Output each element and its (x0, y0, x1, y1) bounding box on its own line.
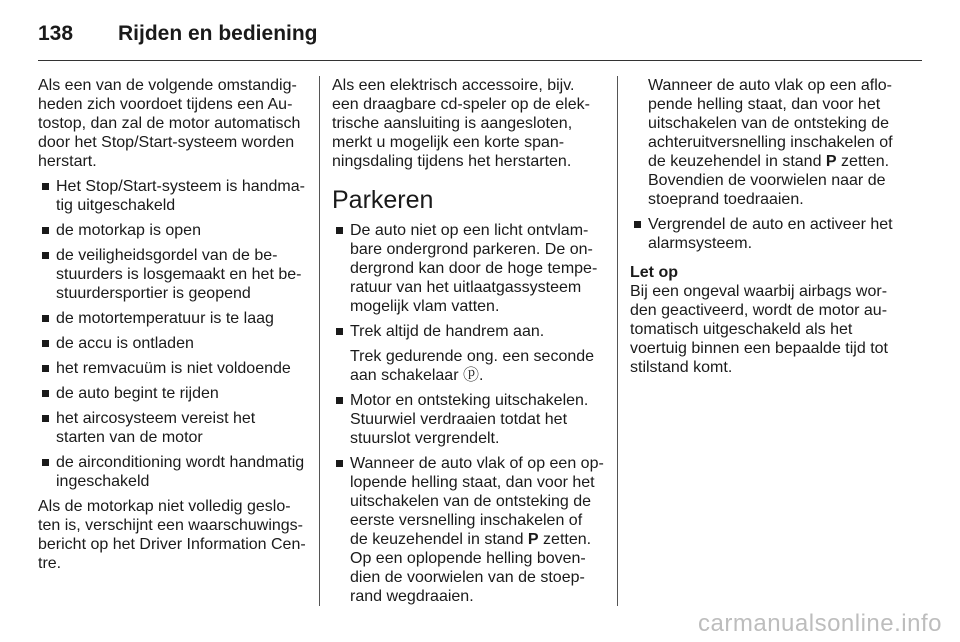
bullet-square-icon (634, 221, 641, 228)
bullet-square-icon (336, 328, 343, 335)
bullet-square-icon (42, 459, 49, 466)
list-item: de motortemperatuur is te laag (38, 309, 306, 328)
bullet-square-icon (42, 227, 49, 234)
accessory-paragraph: Als een elektrisch accessoire, bijv. een draagbare cd-speler op de elek-trische aansluiting is aangesloten, merkt u mogelijk een korte span-ningsdaling tijdens het herstarten. (332, 77, 590, 170)
column-1 (38, 76, 306, 579)
list-item: Motor en ontsteking uitschakelen. Stuurwiel verdraaien totdat het stuurslot vergrendelt. (332, 391, 604, 448)
list-item: Het Stop/Start-systeem is handma-tig uitgeschakeld (38, 177, 306, 215)
column-divider-1 (319, 76, 320, 606)
list-item: de motorkap is open (38, 221, 306, 240)
list-item: de veiligheidsgordel van de be-stuurders is losgemaakt en het be-stuurdersportier is geopend (38, 246, 306, 303)
bullet-square-icon (42, 365, 49, 372)
page-header (38, 16, 318, 52)
outro-paragraph: Als de motorkap niet volledig geslo-ten is, verschijnt een waarschuwings-bericht op het Driver Information Cen-tre. (38, 498, 306, 572)
list-item: De auto niet op een licht ontvlam-bare ondergrond parkeren. De on-dergrond kan door de hoge tempe-ratuur van het uitlaatgassysteem mogelijk vlam vatten. (332, 221, 604, 316)
column-3 (630, 76, 902, 383)
watermark: carmanualsonline.info (698, 610, 942, 637)
column-divider-2 (617, 76, 618, 606)
note-text: Bij een ongeval waarbij airbags wor-den geactiveerd, wordt de motor au-tomatisch uitgeschakeld als het voertuig binnen een bepaalde tijd tot stilstand komt. (630, 283, 888, 376)
list-item: de airconditioning wordt handmatig ingeschakeld (38, 453, 306, 491)
list-item: de auto begint te rijden (38, 384, 306, 403)
page-number: 138 (38, 22, 74, 45)
chapter-title: Rijden en bediening (118, 22, 318, 45)
bullet-square-icon (336, 460, 343, 467)
bullet-square-icon (42, 415, 49, 422)
column-2 (332, 76, 604, 612)
list-item: het aircosysteem vereist het starten van de motor (38, 409, 306, 447)
note-title: Let op (630, 264, 678, 281)
list-item: het remvacuüm is niet voldoende (38, 359, 306, 378)
restart-conditions-list (38, 177, 306, 491)
bullet-square-icon (336, 227, 343, 234)
parking-list-continued (630, 215, 902, 253)
intro-paragraph: Als een van de volgende omstandig-heden zich voordoet tijdens een Au-tostop, dan zal de motor automatisch door het Stop/Start-systeem worden herstart. (38, 77, 301, 170)
continued-paragraph: Wanneer de auto vlak op een aflo-pende helling staat, dan voor het uitschakelen van de ontsteking de achteruitversnelling inschakelen of de keuzehendel in stand P zetten. Bovendien de voorwielen naar de stoeprand toedraaien. (648, 77, 893, 208)
handbrake-sub-paragraph: Trek gedurende ong. een seconde aan schakelaar ⓟ. (350, 348, 595, 384)
bullet-square-icon (42, 340, 49, 347)
bullet-square-icon (42, 315, 49, 322)
list-item: Vergrendel de auto en activeer het alarmsysteem. (630, 215, 902, 253)
bullet-square-icon (336, 397, 343, 404)
list-item: Trek altijd de handrem aan. Trek gedurende ong. een seconde aan schakelaar ⓟ. (332, 322, 604, 385)
list-item: de accu is ontladen (38, 334, 306, 353)
list-item: Wanneer de auto vlak of op een op-lopende helling staat, dan voor het uitschakelen van de ontsteking de eerste versnelling inschakelen of de keuzehendel in stand P zetten. Op een oplopende helling boven-dien de voorwielen van de stoep-rand wegdraaien. (332, 454, 604, 606)
parking-list (332, 221, 604, 606)
bullet-square-icon (42, 390, 49, 397)
header-rule (38, 60, 922, 61)
section-heading: Parkeren (332, 186, 434, 214)
bullet-square-icon (42, 252, 49, 259)
bullet-square-icon (42, 183, 49, 190)
